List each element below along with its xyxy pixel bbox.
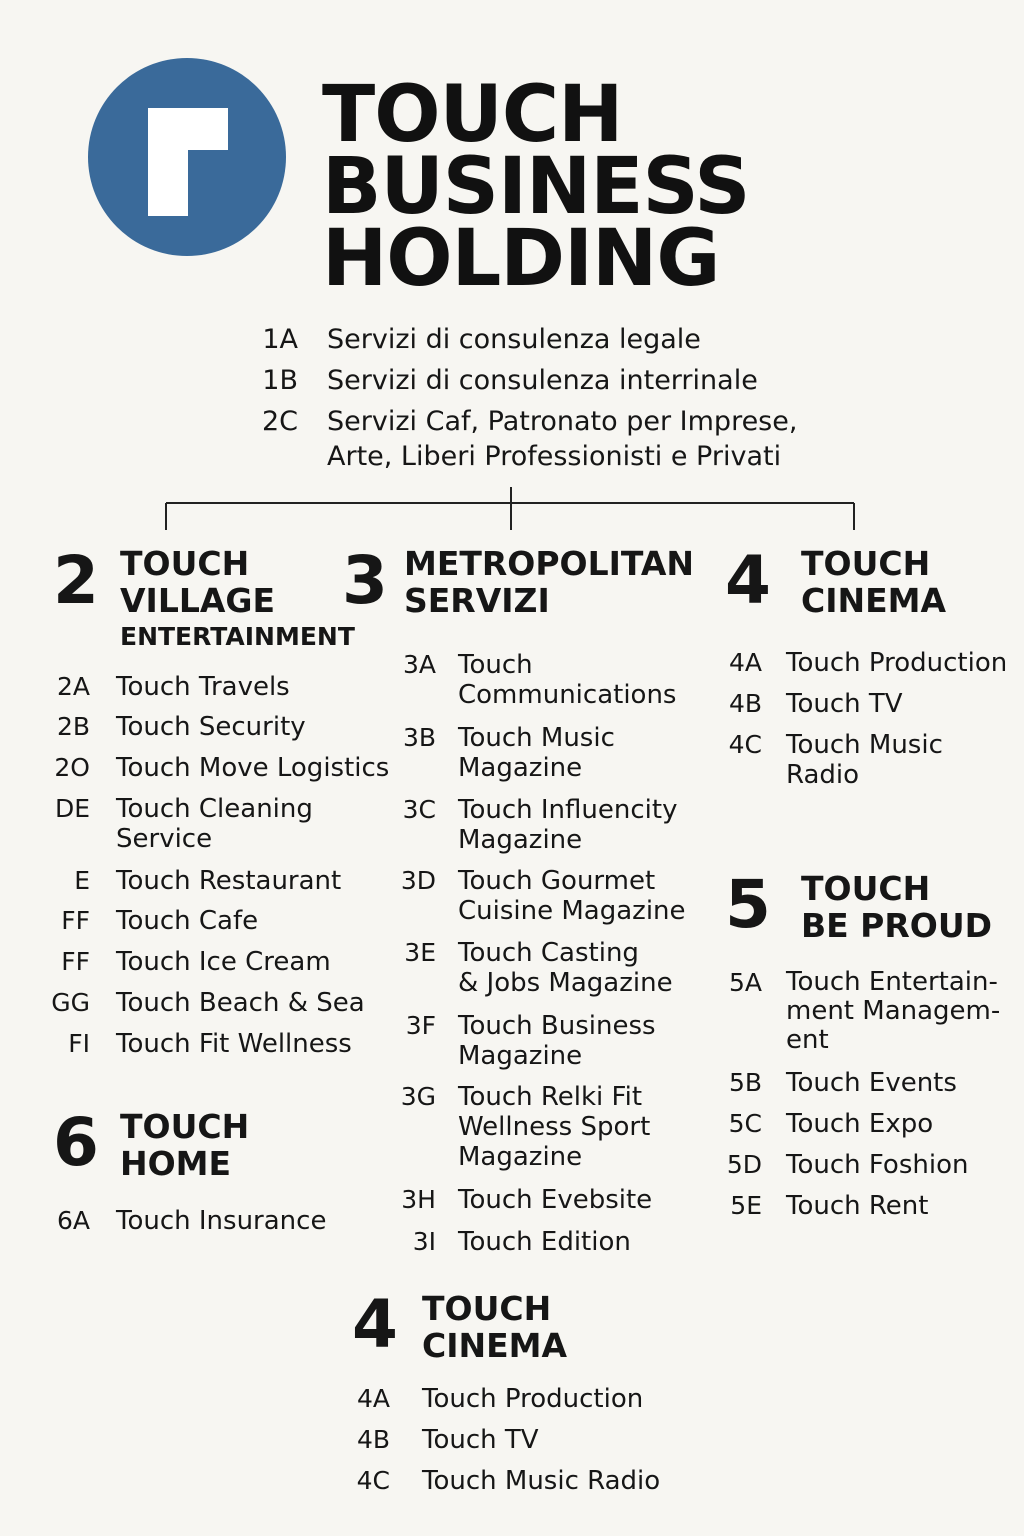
item-code: 4C (728, 730, 762, 759)
service-text: Servizi Caf, Patronato per Imprese, (327, 406, 798, 437)
item-code: 2A (56, 672, 90, 701)
item-label: Touch Move Logistics (116, 753, 390, 783)
item-code: 3A (402, 650, 436, 679)
item-code: 4A (728, 648, 762, 677)
item-label: Touch Travels (116, 672, 290, 702)
section-title: TOUCH VILLAGE (120, 544, 276, 620)
section-title: TOUCH CINEMA (801, 544, 947, 620)
item-label: Touch Communications (458, 650, 677, 710)
item-code: 5E (730, 1191, 762, 1220)
service-text: Servizi di consulenza legale (327, 324, 701, 355)
item-code: E (74, 866, 90, 895)
item-label: Touch Edition (458, 1227, 631, 1257)
item-label: Touch Influencity Magazine (458, 795, 678, 855)
item-code: FI (68, 1029, 90, 1058)
title-line-2: BUSINESS (322, 142, 750, 232)
item-label: Touch TV (786, 689, 903, 719)
item-code: 5D (726, 1150, 762, 1179)
item-label: Touch Music Radio (786, 730, 943, 790)
item-label: Touch Relki Fit Wellness Sport Magazine (458, 1082, 651, 1172)
item-code: 2B (56, 712, 90, 741)
item-code: 5A (728, 968, 762, 997)
section-title: TOUCH BE PROUD (801, 869, 993, 945)
section-number: 4 (725, 542, 771, 619)
item-label: Touch Rent (786, 1191, 929, 1221)
item-code: 3D (400, 866, 436, 895)
item-label: Touch Music Radio (422, 1466, 661, 1496)
item-label: Touch Entertain- ment Managem- ent (786, 967, 1001, 1055)
item-code: 3C (402, 795, 436, 824)
item-code: DE (54, 794, 90, 823)
item-code: 5C (728, 1109, 762, 1138)
item-label: Touch Evebsite (458, 1185, 653, 1215)
item-code: 4B (356, 1425, 390, 1454)
rounded-r-logo-icon (88, 58, 286, 256)
item-label: Touch Cleaning Service (116, 794, 313, 854)
item-code: GG (51, 988, 90, 1017)
item-label: Touch Cafe (116, 906, 259, 936)
item-code: FF (61, 906, 90, 935)
item-label: Touch Production (422, 1384, 644, 1414)
item-label: Touch Foshion (786, 1150, 969, 1180)
section-number: 6 (53, 1104, 99, 1181)
item-label: Touch Beach & Sea (116, 988, 365, 1018)
item-label: Touch Expo (786, 1109, 934, 1139)
title-line-1: TOUCH (322, 70, 623, 160)
section-title: TOUCH HOME (120, 1107, 250, 1183)
item-code: 6A (56, 1206, 90, 1235)
service-code: 1B (262, 365, 298, 396)
section-number: 2 (53, 542, 99, 619)
item-code: 3H (401, 1185, 436, 1214)
title-line-3: HOLDING (322, 214, 720, 304)
item-code: 3F (405, 1011, 436, 1040)
section-number: 5 (725, 866, 771, 943)
item-label: Touch Ice Cream (116, 947, 331, 977)
item-label: Touch Restaurant (116, 866, 342, 896)
item-code: 5B (728, 1068, 762, 1097)
section-title: METROPOLITAN SERVIZI (404, 544, 695, 620)
item-label: Touch TV (422, 1425, 539, 1455)
item-code: 4C (356, 1466, 390, 1495)
item-label: Touch Music Magazine (458, 723, 615, 783)
item-label: Touch Gourmet Cuisine Magazine (458, 866, 686, 926)
item-label: Touch Insurance (116, 1206, 327, 1236)
holding-logo (88, 58, 286, 256)
item-code: 3E (404, 938, 436, 967)
section-subtitle: ENTERTAINMENT (120, 622, 355, 651)
section-title: TOUCH CINEMA (422, 1289, 568, 1365)
item-code: 4B (728, 689, 762, 718)
service-text: Servizi di consulenza interrinale (327, 365, 758, 396)
service-text-continued: Arte, Liberi Professionisti e Privati (327, 441, 782, 472)
service-code: 2C (261, 406, 298, 437)
item-code: 2O (54, 753, 90, 782)
item-code: 3G (400, 1082, 436, 1111)
service-code: 1A (262, 324, 298, 355)
item-label: Touch Security (116, 712, 306, 742)
item-label: Touch Business Magazine (458, 1011, 656, 1071)
item-code: FF (61, 947, 90, 976)
item-code: 3B (402, 723, 436, 752)
item-label: Touch Production (786, 648, 1008, 678)
item-label: Touch Casting & Jobs Magazine (458, 938, 673, 998)
item-label: Touch Fit Wellness (116, 1029, 352, 1059)
section-number: 4 (352, 1286, 398, 1363)
item-code: 3I (412, 1227, 436, 1256)
item-code: 4A (356, 1384, 390, 1413)
item-label: Touch Events (786, 1068, 957, 1098)
section-number: 3 (342, 542, 388, 619)
